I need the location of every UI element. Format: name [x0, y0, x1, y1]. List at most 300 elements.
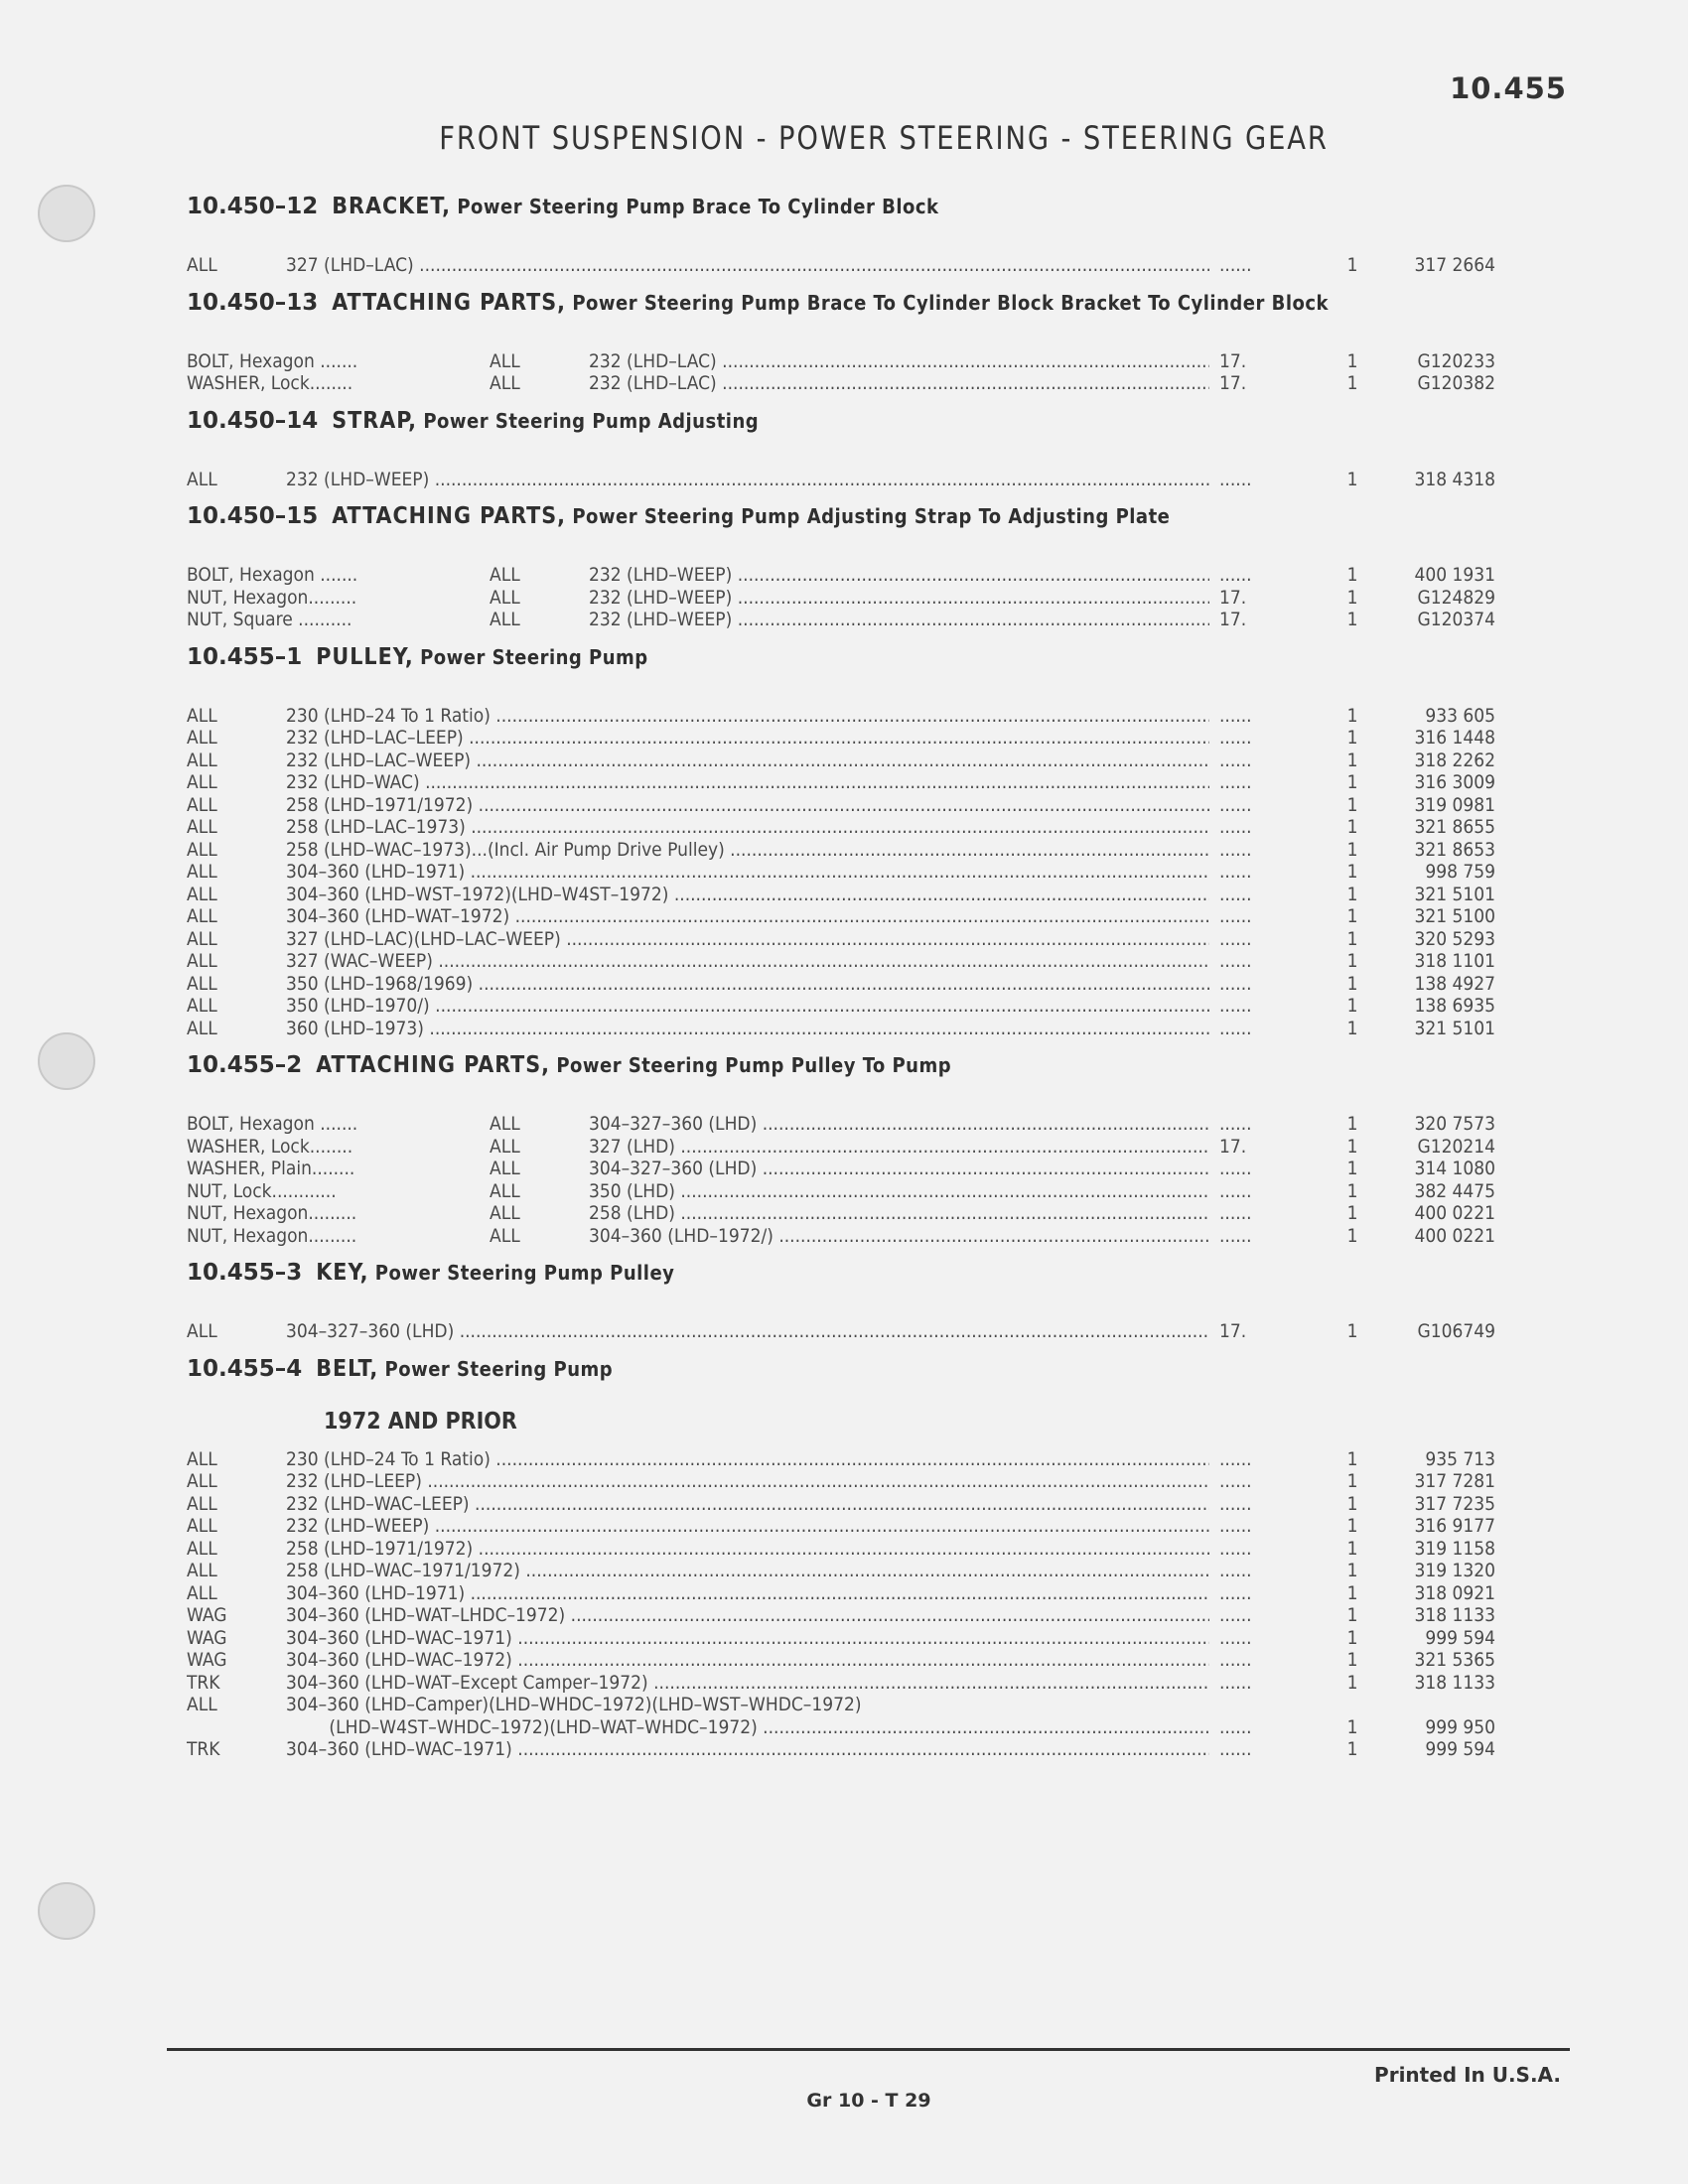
applicability: ALL: [187, 1537, 217, 1560]
model-code: ALL: [490, 349, 520, 372]
leader-dots: [1219, 816, 1315, 839]
leader-dots: [1219, 771, 1315, 794]
quantity: 1: [1346, 838, 1358, 861]
section-description: Power Steering Pump Adjusting: [423, 408, 760, 433]
footer-divider: [167, 2048, 1570, 2051]
part-number: 321 5100: [1414, 905, 1495, 927]
part-number: G120233: [1417, 349, 1495, 372]
table-row: [187, 1470, 1497, 1493]
leader-dots: [1219, 905, 1315, 928]
leader-dots: [1219, 839, 1315, 862]
leader-dots: [1219, 1515, 1315, 1538]
section-number: 10.455–4: [187, 1355, 303, 1382]
part-name: NUT, Square ..........: [187, 609, 352, 630]
section-description: Power Steering Pump: [420, 644, 648, 669]
section-name: BRACKET,: [332, 194, 452, 219]
leader-dots: [1219, 995, 1315, 1018]
quantity: 1: [1346, 1320, 1358, 1342]
part-number: 400 0221: [1414, 1224, 1495, 1247]
description-text: 258 (LHD–WAC–1973)...(Incl. Air Pump Drive Pulley) .....: [286, 839, 1209, 861]
quantity: 1: [1346, 609, 1358, 630]
application-description: [286, 905, 1209, 928]
note-reference: 17.: [1219, 1320, 1247, 1342]
section-number: 10.455–1: [187, 643, 303, 670]
application-description: [589, 1180, 1209, 1203]
table-row: [187, 995, 1497, 1018]
application-description: [589, 372, 1209, 395]
section-number: 10.450–13: [187, 289, 319, 316]
leader-dots: [1219, 1113, 1315, 1136]
quantity: 1: [1346, 905, 1358, 927]
model-code: ALL: [490, 372, 520, 394]
quantity: 1: [1346, 793, 1358, 816]
section-description: Power Steering Pump Adjusting Strap To Adjusting Plate: [572, 504, 1171, 528]
section-spacer: [187, 542, 1497, 564]
applicability: ALL: [187, 927, 217, 950]
section-name: ATTACHING PARTS,: [332, 503, 567, 529]
description-text: 232 (LHD–LEEP) .....: [286, 1470, 1209, 1492]
note-reference: 17.: [1219, 586, 1247, 609]
table-row: [187, 861, 1497, 884]
application-description: [589, 564, 1209, 587]
table-row: [187, 839, 1497, 862]
section-spacer: [187, 1298, 1497, 1320]
application-description: [286, 705, 1209, 728]
description-text: 232 (LHD–LAC) .....: [589, 372, 1209, 394]
description-text: 232 (LHD–LAC–WEEP) .....: [286, 750, 1209, 771]
quantity: 1: [1346, 1715, 1358, 1738]
quantity: 1: [1346, 349, 1358, 372]
table-row: [187, 928, 1497, 951]
description-text: 232 (LHD–WAC) .....: [286, 771, 1209, 793]
quantity: 1: [1346, 1626, 1358, 1649]
description-text: 232 (LHD–LAC–LEEP) .....: [286, 727, 1209, 749]
table-row: [187, 950, 1497, 973]
leader-dots: [1219, 1716, 1315, 1739]
quantity: 1: [1346, 704, 1358, 727]
leader-dots: [1219, 750, 1315, 772]
part-number: 321 8655: [1414, 816, 1495, 838]
part-number: G106749: [1417, 1320, 1495, 1342]
quantity: 1: [1346, 1560, 1358, 1581]
table-row: [187, 705, 1497, 728]
leader-dots: [1219, 1627, 1315, 1650]
table-row: [187, 794, 1497, 817]
description-text: 350 (LHD) .....: [589, 1180, 1209, 1202]
quantity: 1: [1346, 1447, 1358, 1470]
part-name: NUT, Hexagon.........: [187, 1224, 357, 1247]
table-row: [187, 771, 1497, 794]
table-row: [187, 587, 1497, 610]
applicability: ALL: [187, 995, 217, 1017]
section-name: KEY,: [316, 1260, 369, 1286]
leader-dots: [1219, 1470, 1315, 1493]
quantity: 1: [1346, 1649, 1358, 1671]
section-description: Power Steering Pump Brace To Cylinder Block Bracket To Cylinder Block: [572, 290, 1329, 315]
section-number: 10.455–2: [187, 1052, 303, 1078]
table-row: [187, 973, 1497, 996]
leader-dots: [1219, 1738, 1315, 1761]
model-code: ALL: [490, 564, 520, 586]
section-description: Power Steering Pump: [384, 1356, 614, 1381]
part-number: G120214: [1417, 1135, 1495, 1158]
table-row: [187, 1448, 1497, 1471]
part-number: 317 2664: [1414, 254, 1495, 276]
part-number: G124829: [1417, 586, 1495, 609]
applicability: ALL: [187, 950, 217, 972]
table-row: [187, 469, 1497, 491]
leader-dots: [1219, 727, 1315, 750]
leader-dots: [1219, 1225, 1315, 1248]
application-description: [286, 950, 1209, 973]
part-name: NUT, Lock............: [187, 1179, 337, 1202]
part-number: 998 759: [1425, 861, 1495, 883]
table-row: [187, 1649, 1497, 1672]
part-number: 319 1320: [1414, 1560, 1495, 1581]
section-header: [187, 181, 1497, 232]
quantity: 1: [1346, 1537, 1358, 1560]
description-text: 327 (WAC–WEEP) .....: [286, 950, 1209, 972]
description-text: 230 (LHD–24 To 1 Ratio) .....: [286, 705, 1209, 727]
section-number: 10.450–14: [187, 407, 319, 434]
part-name: BOLT, Hexagon .......: [187, 564, 358, 586]
description-text: 350 (LHD–1970/) .....: [286, 995, 1209, 1017]
application-description: [286, 884, 1209, 906]
applicability: ALL: [187, 468, 217, 490]
description-text: 304–360 (LHD–WST–1972)(LHD–W4ST–1972) .....: [286, 884, 1209, 905]
section-header: [187, 277, 1497, 329]
description-text: 232 (LHD–WEEP) .....: [589, 564, 1209, 586]
part-number: 999 594: [1425, 1738, 1495, 1760]
part-number: 933 605: [1425, 704, 1495, 727]
description-text: 258 (LHD–WAC–1971/1972) .....: [286, 1560, 1209, 1581]
application-description: [286, 1018, 1209, 1040]
part-number: 319 1158: [1414, 1537, 1495, 1560]
application-description: [286, 861, 1209, 884]
leader-dots: [1219, 1448, 1315, 1471]
section-name: ATTACHING PARTS,: [332, 289, 567, 316]
table-row: [187, 372, 1497, 395]
applicability: ALL: [187, 861, 217, 883]
quantity: 1: [1346, 1017, 1358, 1039]
part-number: 318 2262: [1414, 749, 1495, 771]
part-name: WASHER, Lock........: [187, 372, 353, 394]
description-text: 360 (LHD–1973) .....: [286, 1018, 1209, 1039]
quantity: 1: [1346, 1470, 1358, 1492]
part-number: G120374: [1417, 609, 1495, 630]
application-description: [286, 794, 1209, 817]
applicability: ALL: [187, 704, 217, 727]
table-row: [187, 1180, 1497, 1203]
leader-dots: [1219, 564, 1315, 587]
application-description: [589, 587, 1209, 610]
applicability: ALL: [187, 1492, 217, 1515]
application-description: [286, 1538, 1209, 1561]
description-text: 230 (LHD–24 To 1 Ratio) .....: [286, 1448, 1209, 1470]
section-name: PULLEY,: [316, 643, 414, 670]
part-name: BOLT, Hexagon .......: [187, 1113, 358, 1135]
part-number: 321 8653: [1414, 838, 1495, 861]
note-reference: 17.: [1219, 1135, 1247, 1158]
description-text: 350 (LHD–1968/1969) .....: [286, 973, 1209, 995]
model-code: ALL: [490, 609, 520, 630]
page-title: FRONT SUSPENSION - POWER STEERING - STEERING GEAR: [439, 119, 1329, 157]
parts-list: [187, 181, 1497, 1761]
table-row: [187, 254, 1497, 277]
application-description: [286, 1694, 1209, 1716]
application-description: [589, 609, 1209, 631]
description-text: 327 (LHD–LAC) .....: [286, 254, 1209, 276]
quantity: 1: [1346, 727, 1358, 749]
applicability: ALL: [187, 1017, 217, 1039]
model-code: ALL: [490, 1179, 520, 1202]
part-number: 314 1080: [1414, 1158, 1495, 1179]
application-description: [286, 469, 1209, 491]
section-description: Power Steering Pump Pulley: [374, 1261, 675, 1285]
table-row: [187, 1136, 1497, 1159]
description-text: 304–360 (LHD–WAT–Except Camper–1972) .....: [286, 1672, 1209, 1694]
applicability: ALL: [187, 883, 217, 905]
part-number: G120382: [1417, 372, 1495, 394]
quantity: 1: [1346, 1179, 1358, 1202]
description-text: 232 (LHD–WEEP) .....: [286, 1515, 1209, 1537]
description-text: 258 (LHD–1971/1972) .....: [286, 1538, 1209, 1560]
description-text: 327 (LHD) .....: [589, 1136, 1209, 1158]
printed-notice: Printed In U.S.A.: [1374, 2063, 1561, 2087]
table-row: [187, 1538, 1497, 1561]
quantity: 1: [1346, 1515, 1358, 1537]
application-description: [286, 1582, 1209, 1605]
application-description: [286, 1560, 1209, 1582]
section-spacer: [187, 683, 1497, 705]
section-spacer: [187, 329, 1497, 350]
table-row: [187, 1113, 1497, 1136]
description-text: 304–360 (LHD–WAT–1972) .....: [286, 905, 1209, 927]
table-row: [187, 1225, 1497, 1248]
part-number: 999 950: [1425, 1715, 1495, 1738]
application-description: [286, 816, 1209, 839]
part-number: 321 5365: [1414, 1649, 1495, 1671]
description-text: 304–327–360 (LHD) .....: [589, 1158, 1209, 1179]
quantity: 1: [1346, 861, 1358, 883]
section-header: [187, 631, 1497, 683]
leader-dots: [1219, 794, 1315, 817]
description-text: (LHD–W4ST–WHDC–1972)(LHD–WAT–WHDC–1972) .....: [286, 1716, 1209, 1738]
leader-dots: [1219, 1560, 1315, 1582]
application-description: [589, 1136, 1209, 1159]
part-number: 319 0981: [1414, 793, 1495, 816]
note-reference: 17.: [1219, 349, 1247, 372]
quantity: 1: [1346, 1224, 1358, 1247]
description-text: 232 (LHD–WEEP) .....: [286, 469, 1209, 490]
table-row: [187, 1627, 1497, 1650]
part-number: 999 594: [1425, 1626, 1495, 1649]
application-description: [286, 1470, 1209, 1493]
table-row: [187, 905, 1497, 928]
leader-dots: [1219, 928, 1315, 951]
part-name: NUT, Hexagon.........: [187, 586, 357, 609]
quantity: 1: [1346, 586, 1358, 609]
applicability: WAG: [187, 1604, 227, 1626]
description-text: 304–360 (LHD–1971) .....: [286, 861, 1209, 883]
table-row: [187, 1716, 1497, 1739]
application-description: [286, 1604, 1209, 1627]
applicability: ALL: [187, 1694, 217, 1715]
leader-dots: [1219, 950, 1315, 973]
description-text: 304–327–360 (LHD) .....: [589, 1113, 1209, 1135]
table-row: [187, 1320, 1497, 1343]
section-description: Power Steering Pump Pulley To Pump: [556, 1053, 952, 1077]
applicability: ALL: [187, 1515, 217, 1537]
applicability: ALL: [187, 816, 217, 838]
table-row: [187, 727, 1497, 750]
leader-dots: [1219, 705, 1315, 728]
table-row: [187, 1515, 1497, 1538]
part-number: 320 7573: [1414, 1113, 1495, 1135]
application-description: [286, 750, 1209, 772]
leader-dots: [1219, 1493, 1315, 1516]
note-reference: 17.: [1219, 609, 1247, 630]
application-description: [589, 1113, 1209, 1136]
part-name: BOLT, Hexagon .......: [187, 349, 358, 372]
table-row: [187, 1202, 1497, 1225]
table-row: [187, 350, 1497, 373]
part-number: 382 4475: [1414, 1179, 1495, 1202]
leader-dots: [1219, 469, 1315, 491]
table-row: [187, 816, 1497, 839]
quantity: 1: [1346, 1604, 1358, 1626]
quantity: 1: [1346, 972, 1358, 995]
application-description: [589, 1202, 1209, 1225]
model-code: ALL: [490, 1224, 520, 1247]
description-text: 304–327–360 (LHD) .....: [286, 1320, 1209, 1342]
section-subheading: 1972 AND PRIOR: [324, 1408, 517, 1434]
table-row: [187, 1738, 1497, 1761]
section-number: 10.450–12: [187, 194, 319, 219]
applicability: TRK: [187, 1738, 220, 1760]
applicability: ALL: [187, 749, 217, 771]
table-row: [187, 609, 1497, 631]
part-number: 316 1448: [1414, 727, 1495, 749]
application-description: [286, 839, 1209, 862]
quantity: 1: [1346, 816, 1358, 838]
quantity: 1: [1346, 995, 1358, 1017]
leader-dots: [1219, 1202, 1315, 1225]
quantity: 1: [1346, 1158, 1358, 1179]
part-number: 935 713: [1425, 1447, 1495, 1470]
part-name: WASHER, Lock........: [187, 1135, 353, 1158]
section-header: [187, 395, 1497, 447]
table-row: [187, 1604, 1497, 1627]
description-text: 327 (LHD–LAC)(LHD–LAC–WEEP) .....: [286, 928, 1209, 950]
part-number: 318 1133: [1414, 1671, 1495, 1694]
application-description: [286, 973, 1209, 996]
model-code: ALL: [490, 1158, 520, 1179]
part-number: 320 5293: [1414, 927, 1495, 950]
description-text: 304–360 (LHD–Camper)(LHD–WHDC–1972)(LHD–WST–WHDC–1972): [286, 1694, 862, 1715]
section-name: BELT,: [316, 1355, 379, 1382]
quantity: 1: [1346, 1135, 1358, 1158]
applicability: ALL: [187, 793, 217, 816]
application-description: [286, 1515, 1209, 1538]
section-number: 10.450–15: [187, 503, 319, 529]
application-description: [286, 1320, 1209, 1343]
table-row: [187, 1582, 1497, 1605]
application-description: [286, 1493, 1209, 1516]
leader-dots: [1219, 1018, 1315, 1040]
binder-hole-icon: [38, 1032, 95, 1090]
application-description: [589, 1225, 1209, 1248]
leader-dots: [1219, 1180, 1315, 1203]
applicability: TRK: [187, 1671, 220, 1694]
section-header: [187, 490, 1497, 542]
quantity: 1: [1346, 1581, 1358, 1604]
table-row: [187, 1018, 1497, 1040]
part-number: 316 9177: [1414, 1515, 1495, 1537]
leader-dots: [1219, 973, 1315, 996]
leader-dots: [1219, 254, 1315, 277]
section-name: STRAP,: [332, 407, 418, 434]
quantity: 1: [1346, 1202, 1358, 1224]
quantity: 1: [1346, 950, 1358, 972]
description-text: 232 (LHD–WEEP) .....: [589, 587, 1209, 609]
application-description: [286, 928, 1209, 951]
part-number: 321 5101: [1414, 1017, 1495, 1039]
section-header: [187, 1247, 1497, 1298]
applicability: WAG: [187, 1626, 227, 1649]
applicability: ALL: [187, 727, 217, 749]
section-spacer: [187, 447, 1497, 469]
part-number: 318 4318: [1414, 468, 1495, 490]
page-number: 10.455: [1450, 71, 1567, 105]
quantity: 1: [1346, 468, 1358, 490]
model-code: ALL: [490, 1135, 520, 1158]
part-number: 400 0221: [1414, 1202, 1495, 1224]
model-code: ALL: [490, 1202, 520, 1224]
leader-dots: [1219, 1604, 1315, 1627]
quantity: 1: [1346, 1492, 1358, 1515]
part-name: NUT, Hexagon.........: [187, 1202, 357, 1224]
leader-dots: [1219, 1582, 1315, 1605]
application-description: [286, 727, 1209, 750]
part-number: 318 0921: [1414, 1581, 1495, 1604]
part-number: 317 7235: [1414, 1492, 1495, 1515]
table-row: [187, 1493, 1497, 1516]
section-spacer: [187, 232, 1497, 254]
quantity: 1: [1346, 372, 1358, 394]
section-header: [187, 1343, 1497, 1395]
table-row: [187, 1560, 1497, 1582]
description-text: 304–360 (LHD–WAC–1971) .....: [286, 1738, 1209, 1760]
description-text: 304–360 (LHD–1972/) .....: [589, 1225, 1209, 1247]
application-description: [589, 350, 1209, 373]
application-description: [286, 995, 1209, 1018]
part-name: WASHER, Plain........: [187, 1158, 355, 1179]
leader-dots: [1219, 1538, 1315, 1561]
model-code: ALL: [490, 1113, 520, 1135]
applicability: ALL: [187, 771, 217, 793]
quantity: 1: [1346, 1671, 1358, 1694]
table-row: [187, 1672, 1497, 1695]
description-text: 304–360 (LHD–WAC–1972) .....: [286, 1649, 1209, 1671]
application-description: [286, 1448, 1209, 1471]
part-number: 138 6935: [1414, 995, 1495, 1017]
section-name: ATTACHING PARTS,: [316, 1052, 551, 1078]
description-text: 304–360 (LHD–1971) .....: [286, 1582, 1209, 1604]
description-text: 232 (LHD–WAC–LEEP) .....: [286, 1493, 1209, 1515]
table-row: [187, 564, 1497, 587]
part-number: 321 5101: [1414, 883, 1495, 905]
